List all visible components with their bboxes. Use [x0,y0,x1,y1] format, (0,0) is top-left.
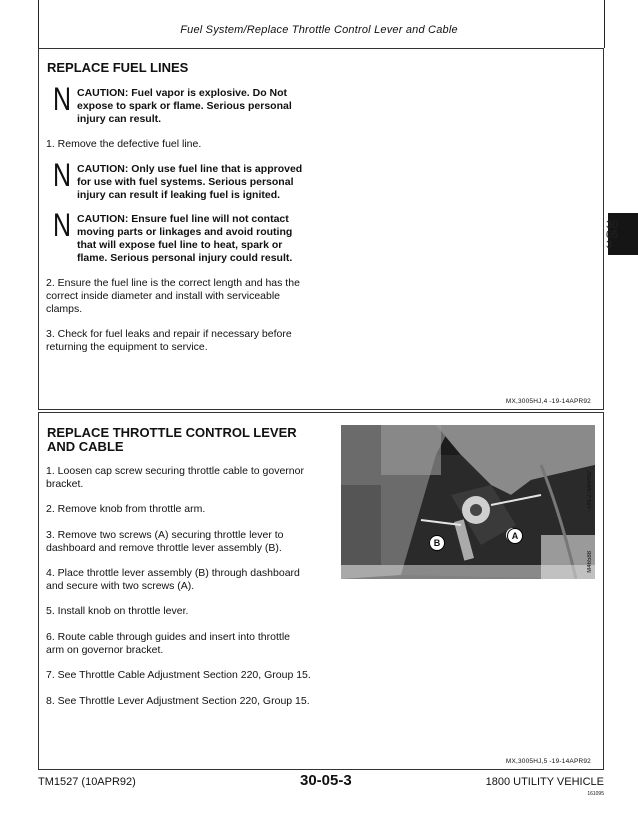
reference-code: MX,3005HJ,4 -19-14APR92 [505,398,591,405]
callout-b: B [429,535,445,551]
step-line: dashboard and remove throttle lever assembly (B). [46,542,282,554]
caution-glyph: N [53,157,72,193]
callout-a: A [507,528,523,544]
footer-page-number: 30-05-3 [300,772,352,789]
running-head: Fuel System/Replace Throttle Control Lever and Cable [180,24,458,36]
section-title-line: REPLACE THROTTLE CONTROL LEVER [47,425,297,440]
step-7: 7. See Throttle Cable Adjustment Section 220, Group 15. [46,669,311,681]
tab-line: 30 [606,219,619,231]
step-line: 3. Remove two screws (A) securing throttle lever to [46,529,284,541]
caution-line: expose to spark or flame. Serious personal [77,100,292,112]
caution-line: that will expose fuel line to heat, spark or [77,239,283,251]
step-8: 8. See Throttle Lever Adjustment Section 220, Group 15. [46,695,310,707]
section-title [47,426,297,454]
section-tab-text [606,220,626,250]
caution-line: CAUTION: Fuel vapor is explosive. Do Not [77,87,288,99]
step-6 [46,631,290,657]
step-line: 3. Check for fuel leaks and repair if necessary before [46,328,292,340]
throttle-lever-photo [341,425,595,579]
step-line: returning the equipment to service. [46,341,208,353]
caution-text [77,87,327,126]
step-3 [46,529,284,555]
step-2 [46,277,300,316]
step-line: bracket. [46,478,84,490]
step-line: and secure with two screws (A). [46,580,195,592]
photo-code-bottom: M46588 [587,551,593,573]
caution-glyph: N [53,207,72,243]
caution-line: for use with fuel systems. Serious personal [77,176,294,188]
caution-line: injury can result if leaking fuel is ignited. [77,189,281,201]
caution-line: CAUTION: Ensure fuel line will not contact [77,213,289,225]
caution-text [77,163,327,202]
caution-text [77,213,327,265]
step-1: 1. Remove the defective fuel line. [46,138,202,150]
section-title: REPLACE FUEL LINES [47,60,189,75]
section-title-line: AND CABLE [47,439,124,454]
section-replace-throttle [38,412,604,770]
step-5: 5. Install knob on throttle lever. [46,605,189,617]
reference-code: MX,3005HJ,5 -19-14APR92 [505,758,591,765]
photo-code-top: -UN-27MAR92 [587,471,593,511]
footer-date-code: 161095 [587,791,604,797]
footer-vehicle: 1800 UTILITY VEHICLE [485,776,604,788]
step-line: 1. Loosen cap screw securing throttle cable to governor [46,465,304,477]
step-2: 2. Remove knob from throttle arm. [46,503,206,515]
step-line: 6. Route cable through guides and insert into throttle [46,631,290,643]
step-line: arm on governor bracket. [46,644,164,656]
tab-line: 3 [606,239,613,251]
step-line: 4. Place throttle lever assembly (B) through dashboard [46,567,300,579]
caution-line: flame. Serious personal injury could result. [77,252,293,264]
caution-line: CAUTION: Only use fuel line that is approved [77,163,303,175]
footer-manual-id: TM1527 (10APR92) [38,776,136,788]
step-line: 2. Ensure the fuel line is the correct length and has the [46,277,300,289]
step-line: clamps. [46,303,83,315]
step-1 [46,465,304,491]
step-4 [46,567,300,593]
caution-glyph: N [53,81,72,117]
caution-line: moving parts or linkages and avoid routing [77,226,293,238]
tab-line: 05 [606,229,619,241]
step-3 [46,328,292,354]
section-replace-fuel-lines [38,48,604,410]
caution-line: injury can result. [77,113,162,125]
step-line: correct inside diameter and install with serviceable [46,290,281,302]
photo-illustration [341,425,595,579]
